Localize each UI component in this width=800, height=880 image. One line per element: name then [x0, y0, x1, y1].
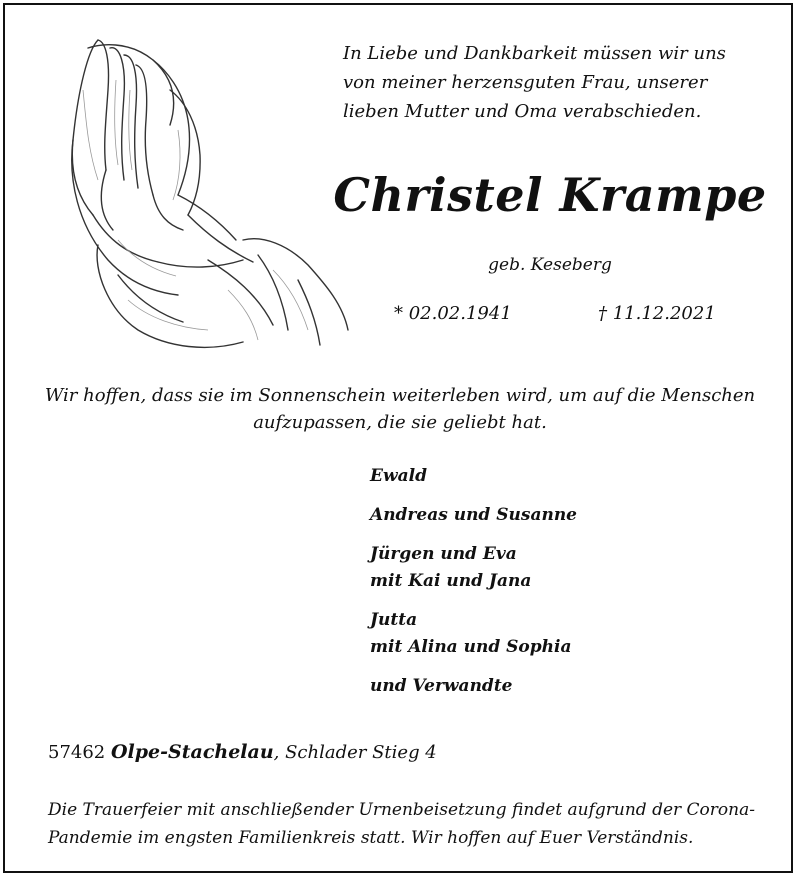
- death-date: † 11.12.2021: [598, 303, 716, 324]
- funeral-notice: Die Trauerfeier mit anschließender Urnenbeisetzung findet aufgrund der Corona-Pandemie im engsten Familienkreis statt. Wir hoffen auf Euer Verständnis.: [48, 800, 755, 848]
- mourner-entry: Jutta mit Alina und Sophia: [370, 610, 572, 657]
- mourner-entry: Andreas und Susanne: [370, 505, 577, 525]
- mourner-entry: Ewald: [370, 466, 427, 486]
- address-street: , Schlader Stieg 4: [273, 742, 437, 763]
- address-city: Olpe-Stachelau: [111, 741, 274, 763]
- birth-name: geb. Keseberg: [488, 255, 612, 275]
- praying-hands-icon: [58, 30, 350, 355]
- memorial-quote: Wir hoffen, dass sie im Sonnenschein weiterleben wird, um auf die Menschen aufzupassen, die sie geliebt hat.: [44, 385, 756, 433]
- birth-date: * 02.02.1941: [394, 303, 512, 324]
- intro-text: In Liebe und Dankbarkeit müssen wir uns von meiner herzensguten Frau, unserer lieben Mutter und Oma verabschieden.: [343, 43, 726, 122]
- mourner-entry: und Verwandte: [370, 676, 513, 696]
- mourner-entry: Jürgen und Eva mit Kai und Jana: [370, 544, 532, 591]
- family-address: [48, 741, 437, 763]
- address-postcode: 57462: [48, 742, 106, 763]
- deceased-name: Christel Krampe: [333, 168, 767, 222]
- mourners-list: [370, 463, 577, 712]
